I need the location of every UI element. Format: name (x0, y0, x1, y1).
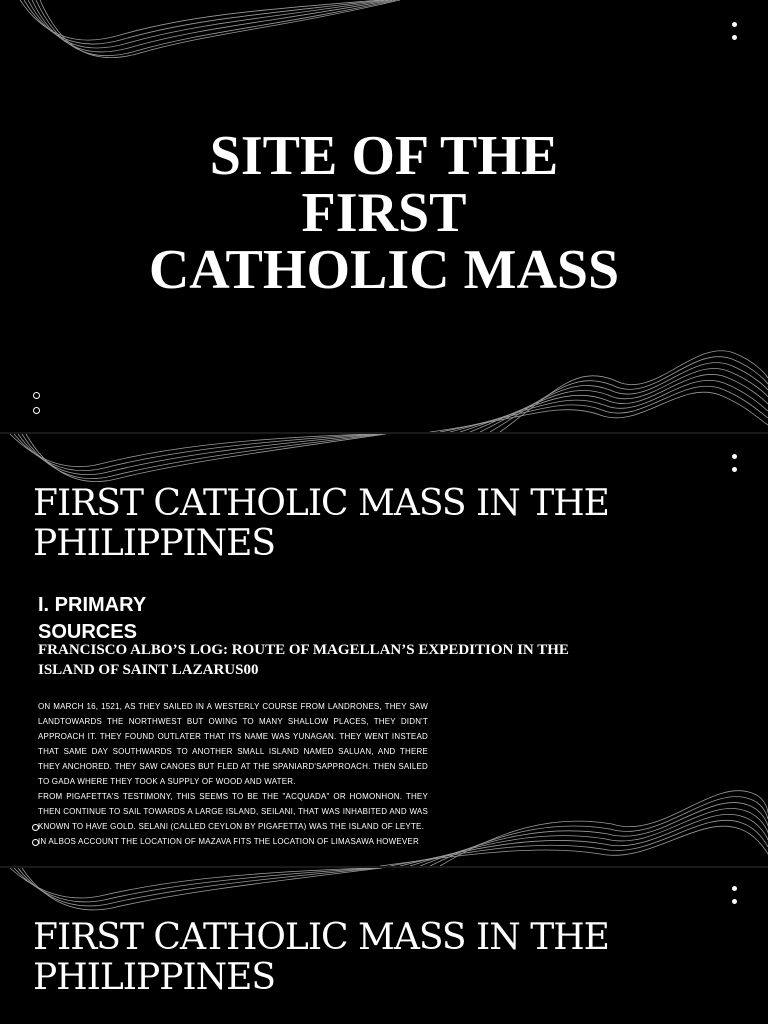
slide-primary-sources (0, 434, 768, 866)
slide-heading (33, 484, 609, 564)
slide-title (0, 0, 768, 432)
heading-line: FIRST CATHOLIC MASS IN THE (33, 917, 609, 958)
menu-dots-icon[interactable] (732, 22, 740, 48)
ring-dots-icon (33, 392, 41, 422)
paragraph: ON MARCH 16, 1521, AS THEY SAILED IN A WESTERLY COURSE FROM LANDRONES, THEY SAW LANDTOWARDS THE NORTHWEST BUT OWING TO MANY SHALLOW PLACES, THEY DIDN'T APPROACH IT. THEY FOUND OUTLATER THAT ITS NAME WAS YUNAGAN. THEY WENT INSTEAD THAT SAME DAY SOUTHWARDS TO ANOTHER SMALL ISLAND NAMED SALUAN, AND THERE THEY ANCHORED. THEY SAW CANOES BUT FLED AT THE SPANIARD'SAPPROACH. THEN SAILED TO GADA WHERE THEY TOOK A SUPPLY OF WOOD AND WATER. (38, 702, 428, 786)
slide-title-heading (0, 125, 768, 301)
paragraph: FROM PIGAFETTA'S TESTIMONY, THIS SEEMS TO BE THE "ACQUADA" OR HOMONHON. THEY THEN CONTINUE TO SAIL TOWARDS A LARGE ISLAND, SEILANI, THAT WAS INHABITED AND WAS KNOWN TO HAVE GOLD. SELANI (CALLED CEYLON BY PIGAFETTA) WAS THE ISLAND OF LEYTE. (38, 792, 428, 831)
menu-dots-icon[interactable] (732, 886, 740, 912)
heading-line: FIRST CATHOLIC MASS IN THE (33, 483, 609, 524)
ring-dots-icon (32, 824, 40, 854)
menu-dots-icon[interactable] (732, 454, 740, 480)
slide-heading (33, 918, 609, 998)
paragraph: IN ALBOS ACCOUNT THE LOCATION OF MAZAVA FITS THE LOCATION OF LIMASAWA HOWEVER (38, 837, 419, 846)
body-text (38, 699, 428, 849)
subheading: FRANCISCO ALBO’S LOG: ROUTE OF MAGELLAN’S EXPEDITION IN THE ISLAND OF SAINT LAZARUS00 (38, 642, 569, 678)
title-line: CATHOLIC MASS (148, 239, 620, 301)
title-line: SITE OF THE (209, 125, 559, 187)
heading-line: PHILIPPINES (33, 523, 276, 564)
title-line: FIRST (301, 182, 467, 244)
slide-heading-repeat (0, 868, 768, 1024)
section-title: I. PRIMARY SOURCES (38, 594, 146, 643)
heading-line: PHILIPPINES (33, 957, 276, 998)
